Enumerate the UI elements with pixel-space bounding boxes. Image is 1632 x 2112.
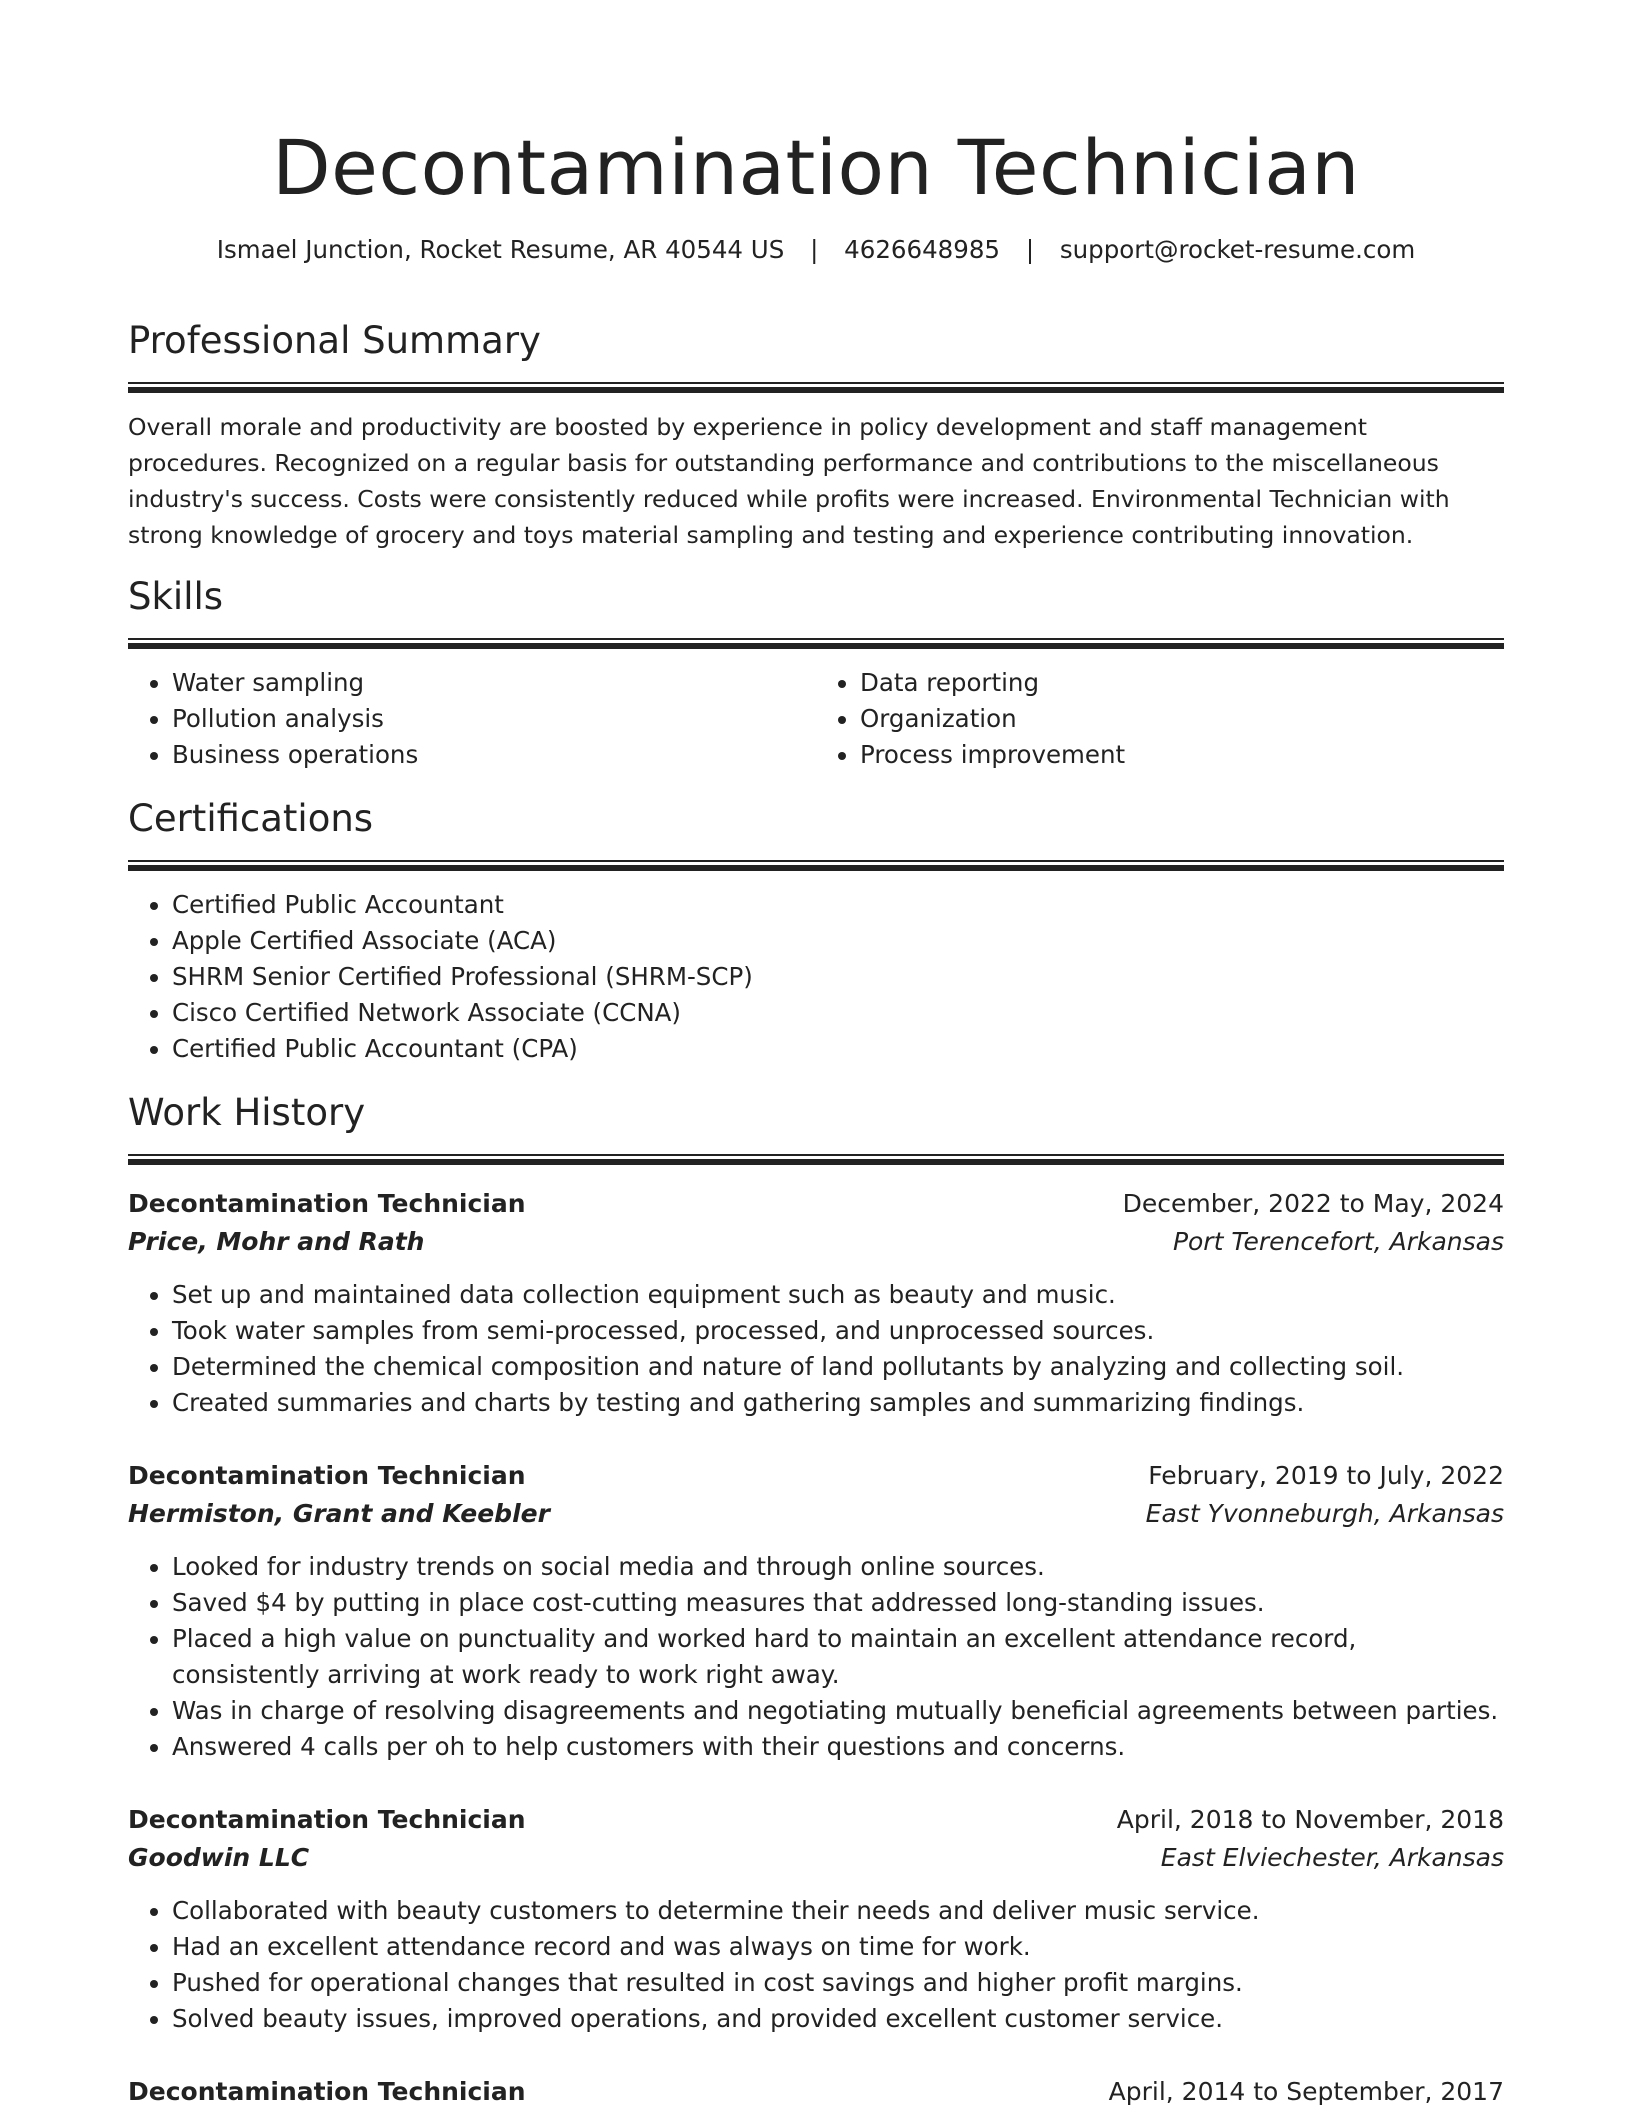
job-header-row [128,1801,1504,1839]
job-location: East Elviechester, Arkansas [1160,1843,1504,1872]
section-divider [128,382,1504,393]
section-divider [128,860,1504,871]
job-company-row [128,1223,1504,1261]
skill-item: • Data reporting [860,665,1504,701]
section-heading: Professional Summary [128,319,541,362]
job-company-row [128,1839,1504,1877]
certification-item: • Cisco Certified Network Associate (CCNA) [172,995,1504,1031]
contact-phone: 4626648985 [844,235,1001,264]
section-heading: Certifications [128,797,374,840]
job-bullets [128,1277,1504,1421]
job-title: Decontamination Technician [128,1189,526,1218]
certifications-section [128,792,1504,1067]
resume-title: Decontamination Technician [272,123,1360,212]
job-entry [128,1185,1504,1421]
job-company-row [128,1495,1504,1533]
job-company: Hermiston, Grant and Keebler [128,1499,550,1528]
job-header-row [128,1457,1504,1495]
job-bullet: • Saved $4 by putting in place cost-cutting measures that addressed long-standing issues. [172,1585,1504,1621]
job-bullet: • Looked for industry trends on social media and through online sources. [172,1549,1504,1585]
job-bullets [128,1549,1504,1765]
job-bullet: • Determined the chemical composition and nature of land pollutants by analyzing and collecting soil. [172,1349,1504,1385]
skill-item: • Business operations [172,737,816,773]
certification-item: • Certified Public Accountant (CPA) [172,1031,1504,1067]
skill-item: • Process improvement [860,737,1504,773]
skills-grid [128,649,1504,773]
skill-item: • Organization [860,701,1504,737]
job-location: East Yvonneburgh, Arkansas [1145,1499,1504,1528]
contact-email: support@rocket-resume.com [1059,235,1416,264]
certification-item: • SHRM Senior Certified Professional (SHRM-SCP) [172,959,1504,995]
job-entry [128,1801,1504,2037]
section-heading: Work History [128,1091,366,1134]
job-header-row [128,1185,1504,1223]
job-bullet: • Placed a high value on punctuality and worked hard to maintain an excellent attendance record, consistently arriving at work ready to work right away. [172,1621,1504,1693]
certification-item: • Certified Public Accountant [172,887,1504,923]
job-bullet: • Was in charge of resolving disagreements and negotiating mutually beneficial agreements between parties. [172,1693,1504,1729]
contact-line [128,232,1504,268]
job-bullet: • Solved beauty issues, improved operations, and provided excellent customer service. [172,2001,1504,2037]
job-bullet: • Pushed for operational changes that resulted in cost savings and higher profit margins. [172,1965,1504,2001]
job-bullet: • Took water samples from semi-processed, processed, and unprocessed sources. [172,1313,1504,1349]
contact-address: Ismael Junction, Rocket Resume, AR 40544 US [216,235,785,264]
contact-separator: | [810,235,819,264]
job-bullet: • Set up and maintained data collection equipment such as beauty and music. [172,1277,1504,1313]
section-divider [128,638,1504,649]
skills-section [128,570,1504,773]
job-bullet: • Had an excellent attendance record and was always on time for work. [172,1929,1504,1965]
summary-text: Overall morale and productivity are boosted by experience in policy development and staff management procedures. Recognized on a regular basis for outstanding performance and contributions to the miscellaneous industry's success. Costs were consistently reduced while profits were increased. Environmental Technician with strong knowledge of grocery and toys material sampling and testing and experience contributing innovation. [128,413,1450,549]
job-header-row [128,2073,1504,2111]
certifications-list [128,887,1504,1067]
job-dates: April, 2014 to September, 2017 [1108,2077,1504,2106]
job-dates: February, 2019 to July, 2022 [1148,1461,1504,1490]
job-bullet: • Collaborated with beauty customers to determine their needs and deliver music service. [172,1893,1504,1929]
job-location: Port Terencefort, Arkansas [1172,1227,1504,1256]
job-company: Goodwin LLC [128,1843,310,1872]
resume-content [128,0,1504,2106]
skill-item: • Pollution analysis [172,701,816,737]
job-dates: April, 2018 to November, 2018 [1116,1805,1504,1834]
section-divider [128,1154,1504,1165]
job-title: Decontamination Technician [128,2077,526,2106]
job-title: Decontamination Technician [128,1805,526,1834]
summary-section [128,314,1504,553]
job-title: Decontamination Technician [128,1461,526,1490]
job-bullet: • Created summaries and charts by testing and gathering samples and summarizing findings. [172,1385,1504,1421]
job-entry [128,2073,1504,2111]
skill-item: • Water sampling [172,665,816,701]
contact-separator: | [1025,235,1035,264]
job-company: Price, Mohr and Rath [128,1227,425,1256]
section-heading: Skills [128,575,224,618]
skills-list-left [128,665,816,773]
job-bullets [128,1893,1504,2037]
certification-item: • Apple Certified Associate (ACA) [172,923,1504,959]
job-bullet: • Answered 4 calls per oh to help customers with their questions and concerns. [172,1729,1504,1765]
skills-list-right [816,665,1504,773]
work-history-section [128,1086,1504,2111]
job-dates: December, 2022 to May, 2024 [1122,1189,1504,1218]
job-entry [128,1457,1504,1765]
